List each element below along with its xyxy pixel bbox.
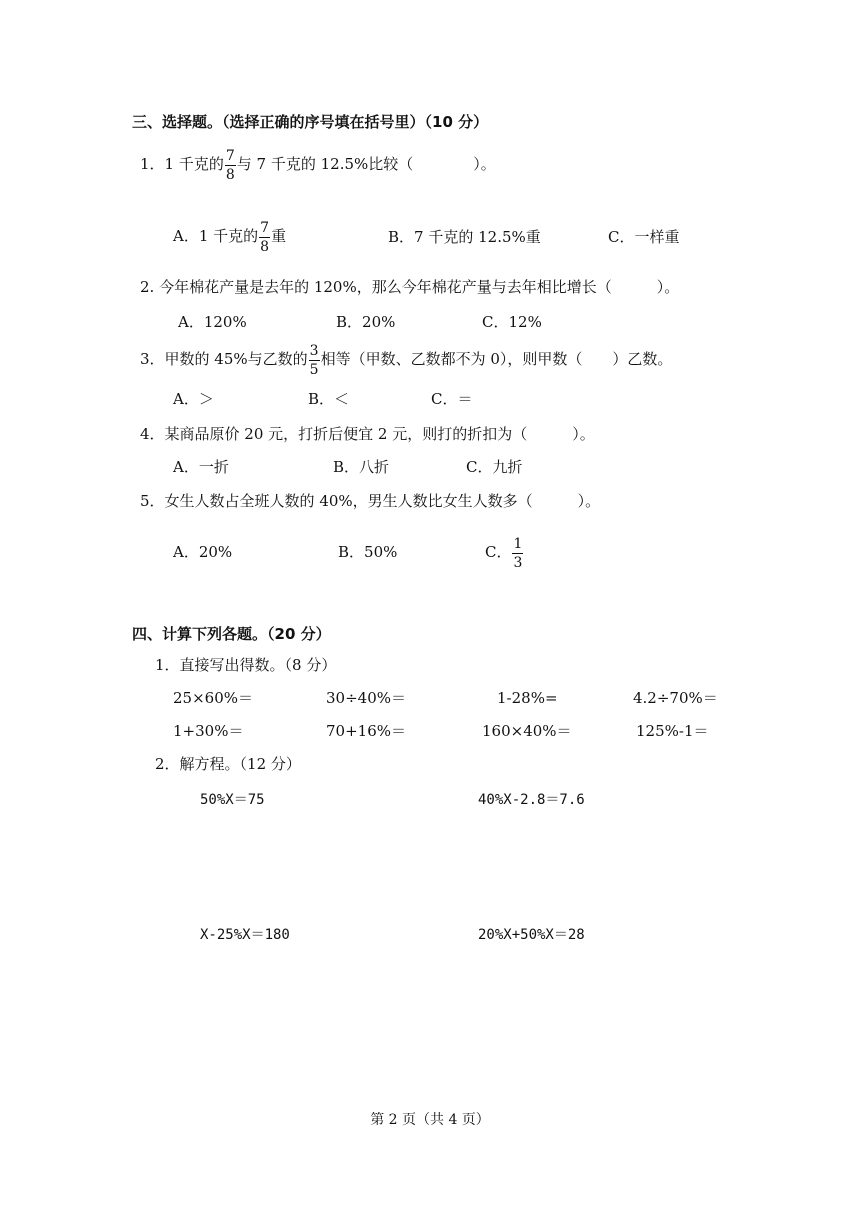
- q2-option-a: A．120%: [178, 313, 247, 331]
- q2-option-c: C．12%: [482, 313, 542, 331]
- calc-item: 1-28%=: [497, 689, 558, 707]
- equation-3: X-25%X＝180: [200, 927, 290, 943]
- fraction-denominator: 8: [260, 238, 270, 255]
- section-3-title: 三、选择题。（选择正确的序号填在括号里）（10 分）: [132, 113, 489, 131]
- q3-option-c: C．＝: [431, 390, 473, 408]
- question-1: [140, 142, 496, 186]
- question-1-suffix: 与 7 千克的 12.5%比较（ ）。: [236, 155, 496, 173]
- equation-1: 50%X＝75: [200, 792, 265, 808]
- fraction-denominator: 8: [225, 166, 235, 183]
- fraction-numerator: 1: [513, 535, 523, 552]
- q1-option-b: B．7 千克的 12.5%重: [388, 228, 541, 246]
- q2-option-b: B．20%: [336, 313, 396, 331]
- q3-option-a: A．＞: [173, 390, 214, 408]
- question-3: [140, 337, 672, 381]
- page-footer: 第 2 页（共 4 页）: [370, 1112, 490, 1128]
- q4-option-c: C．九折: [466, 458, 523, 476]
- fraction-numerator: 7: [225, 147, 235, 164]
- q1-option-a-prefix: A．1 千克的: [173, 227, 259, 245]
- q4-option-b: B．八折: [333, 458, 390, 476]
- calc-item: 160×40%＝: [482, 722, 572, 740]
- q5-option-a: A．20%: [173, 543, 233, 561]
- calc-item: 25×60%＝: [173, 689, 253, 707]
- q3-option-b: B．＜: [308, 390, 350, 408]
- fraction-numerator: 7: [260, 219, 270, 236]
- question-3-suffix: 相等（甲数、乙数都不为 0），则甲数（ ）乙数。: [320, 350, 673, 368]
- part-1-heading: 1．直接写出得数。（8 分）: [155, 656, 337, 674]
- fraction-denominator: 3: [513, 554, 523, 571]
- question-5: 5．女生人数占全班人数的 40%，男生人数比女生人数多（ ）。: [140, 492, 601, 510]
- q5-option-c-prefix: C．: [485, 543, 512, 561]
- q1-option-a-suffix: 重: [271, 227, 287, 245]
- q5-option-b: B．50%: [338, 543, 398, 561]
- calc-item: 1+30%＝: [173, 722, 244, 740]
- section-4-title: 四、计算下列各题。（20 分）: [132, 625, 331, 643]
- fraction-3-5: [309, 344, 320, 377]
- equation-4: 20%X+50%X＝28: [478, 927, 585, 943]
- calc-item: 125%-1＝: [636, 722, 709, 740]
- fraction-denominator: 5: [309, 361, 319, 378]
- calc-item: 70+16%＝: [326, 722, 406, 740]
- fraction-1-3: [512, 537, 523, 570]
- q4-option-a: A．一折: [173, 458, 229, 476]
- part-2-heading: 2．解方程。（12 分）: [155, 755, 301, 773]
- q1-option-a: [173, 214, 286, 258]
- question-2: 2. 今年棉花产量是去年的 120%，那么今年棉花产量与去年相比增长（ ）。: [140, 278, 680, 296]
- fraction-numerator: 3: [309, 342, 319, 359]
- calc-item: 30÷40%＝: [326, 689, 406, 707]
- question-1-prefix: 1．1 千克的: [140, 155, 224, 173]
- q5-option-c: [485, 530, 524, 574]
- fraction-7-8: [259, 221, 270, 254]
- question-4: 4．某商品原价 20 元，打折后便宜 2 元，则打的折扣为（ ）。: [140, 425, 595, 443]
- question-3-prefix: 3．甲数的 45%与乙数的: [140, 350, 308, 368]
- fraction-7-8: [225, 149, 236, 182]
- calc-item: 4.2÷70%＝: [633, 689, 718, 707]
- equation-2: 40%X-2.8＝7.6: [478, 792, 585, 808]
- q1-option-c: C．一样重: [608, 228, 680, 246]
